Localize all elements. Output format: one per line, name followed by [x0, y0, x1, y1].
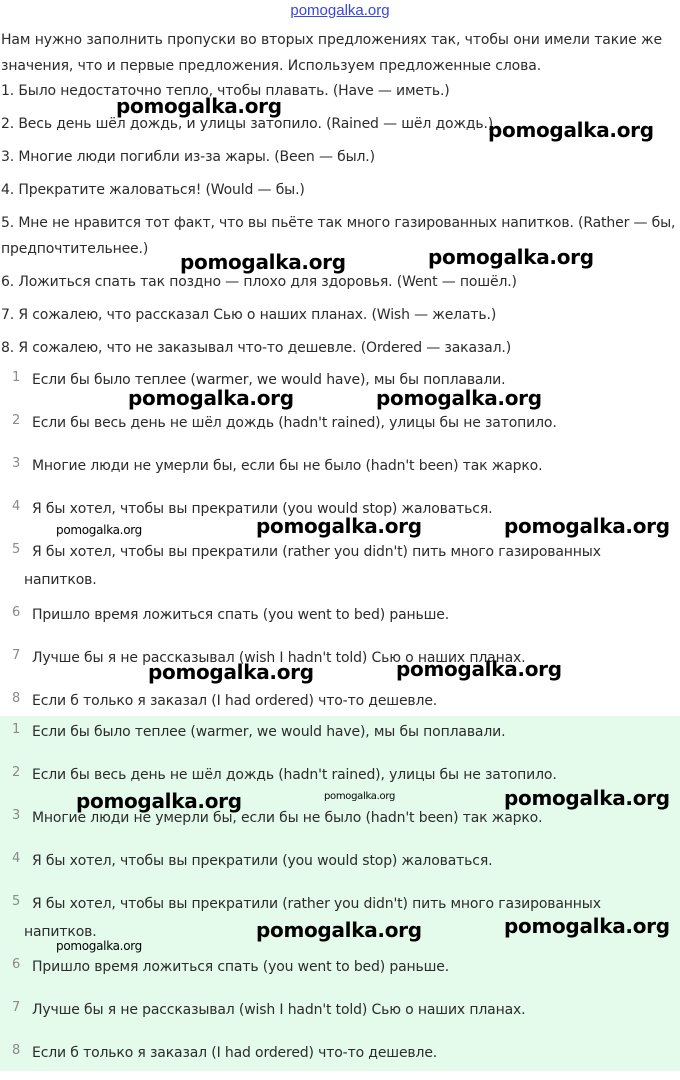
answer-text: Многие люди не умерли бы, если бы не было (hadn't been) так жарко. [32, 458, 543, 474]
answer-text: Лучше бы я не рассказывал (wish I hadn't told) Сью о наших планах. [32, 1002, 526, 1018]
watermark: pomogalka.org [128, 386, 294, 410]
answer-number: 1 [12, 722, 21, 737]
answer-text: Пришло время ложиться спать (you went to bed) раньше. [32, 959, 450, 975]
answer-text: Я бы хотел, чтобы вы прекратили (you would stop) жаловаться. [32, 853, 493, 869]
watermark: pomogalka.org [56, 939, 142, 953]
answer-item [0, 845, 680, 888]
answer-item [0, 642, 680, 685]
watermark: pomogalka.org [56, 523, 142, 537]
answer-number: 5 [12, 894, 21, 909]
watermark: pomogalka.org [504, 914, 670, 938]
answer-number: 5 [12, 542, 21, 557]
answer-text: Пришло время ложиться спать (you went to bed) раньше. [32, 607, 450, 623]
watermark: pomogalka.org [148, 660, 314, 684]
watermark: pomogalka.org [396, 657, 562, 681]
answer-number: 6 [12, 957, 21, 972]
watermark: pomogalka.org [180, 250, 346, 274]
answer-number: 7 [12, 648, 21, 663]
site-logo-link[interactable]: pomogalka.org [290, 2, 390, 19]
intro-paragraph: Нам нужно заполнить пропуски во вторых предложениях так, чтобы они имели такие же значения, что и первые предложения. Используем предложенные слова. [1, 32, 663, 74]
answer-text: Многие люди не умерли бы, если бы не было (hadn't been) так жарко. [32, 810, 543, 826]
answer-number: 1 [12, 370, 21, 385]
answer-item [0, 536, 680, 599]
task-item-5: 5. Мне не нравится тот факт, что вы пьёте так много газированных напитков. (Rather — бы, предпочтительнее.) [1, 215, 676, 257]
answer-number: 2 [12, 413, 21, 428]
answer-number: 4 [12, 499, 21, 514]
answer-text: Лучше бы я не рассказывал (wish I hadn't told) Сью о наших планах. [32, 650, 526, 666]
task-item-7: 7. Я сожалею, что рассказал Сью о наших планах. (Wish — желать.) [1, 307, 497, 323]
answer-text-continuation: напитков. [24, 572, 97, 588]
answer-text: Если бы было теплее (warmer, we would have), мы бы поплавали. [32, 372, 506, 388]
watermark: pomogalka.org [376, 386, 542, 410]
answer-item [0, 1037, 680, 1080]
answer-number: 8 [12, 691, 21, 706]
answer-text: Если бы было теплее (warmer, we would have), мы бы поплавали. [32, 724, 506, 740]
answer-item [0, 951, 680, 994]
answer-number: 7 [12, 1000, 21, 1015]
answer-number: 3 [12, 456, 21, 471]
answer-number: 3 [12, 808, 21, 823]
answer-text: Если б только я заказал (I had ordered) что-то дешевле. [32, 693, 438, 709]
watermark: pomogalka.org [324, 791, 396, 802]
answer-number: 4 [12, 851, 21, 866]
answer-item [0, 364, 680, 407]
answer-item [0, 716, 680, 759]
task-item-6: 6. Ложиться спать так поздно — плохо для здоровья. (Went — пошёл.) [1, 274, 517, 290]
answer-list-highlighted [0, 716, 680, 1071]
answer-text: Если б только я заказал (I had ordered) что-то дешевле. [32, 1045, 438, 1061]
answer-number: 2 [12, 765, 21, 780]
watermark: pomogalka.org [488, 118, 654, 142]
answer-item [0, 994, 680, 1037]
answer-item [0, 407, 680, 450]
task-item-3: 3. Многие люди погибли из-за жары. (Been — был.) [1, 149, 375, 165]
answer-text: Я бы хотел, чтобы вы прекратили (rather you didn't) пить много газированных [32, 544, 601, 560]
watermark: pomogalka.org [256, 918, 422, 942]
answer-number: 6 [12, 605, 21, 620]
task-item-1: 1. Было недостаточно тепло, чтобы плавать. (Have — иметь.) [1, 83, 450, 99]
watermark: pomogalka.org [76, 789, 242, 813]
task-item-8: 8. Я сожалею, что не заказывал что-то дешевле. (Ordered — заказал.) [1, 340, 512, 356]
answer-item [0, 599, 680, 642]
watermark: pomogalka.org [504, 514, 670, 538]
watermark: pomogalka.org [116, 94, 282, 118]
answer-text: Если бы весь день не шёл дождь (hadn't rained), улицы бы не затопило. [32, 767, 557, 783]
answer-number: 8 [12, 1043, 21, 1058]
answer-text: Если бы весь день не шёл дождь (hadn't rained), улицы бы не затопило. [32, 415, 557, 431]
task-item-2: 2. Весь день шёл дождь, и улицы затопило. (Rained — шёл дождь.) [1, 116, 494, 132]
answer-list [0, 364, 680, 728]
answer-text: Я бы хотел, чтобы вы прекратили (you would stop) жаловаться. [32, 501, 493, 517]
answer-text: Я бы хотел, чтобы вы прекратили (rather you didn't) пить много газированных [32, 896, 601, 912]
watermark: pomogalka.org [256, 514, 422, 538]
watermark: pomogalka.org [504, 786, 670, 810]
watermark: pomogalka.org [428, 245, 594, 269]
task-item-4: 4. Прекратите жаловаться! (Would — бы.) [1, 182, 305, 198]
answer-item [0, 450, 680, 493]
answer-text-continuation: напитков. [24, 924, 97, 940]
